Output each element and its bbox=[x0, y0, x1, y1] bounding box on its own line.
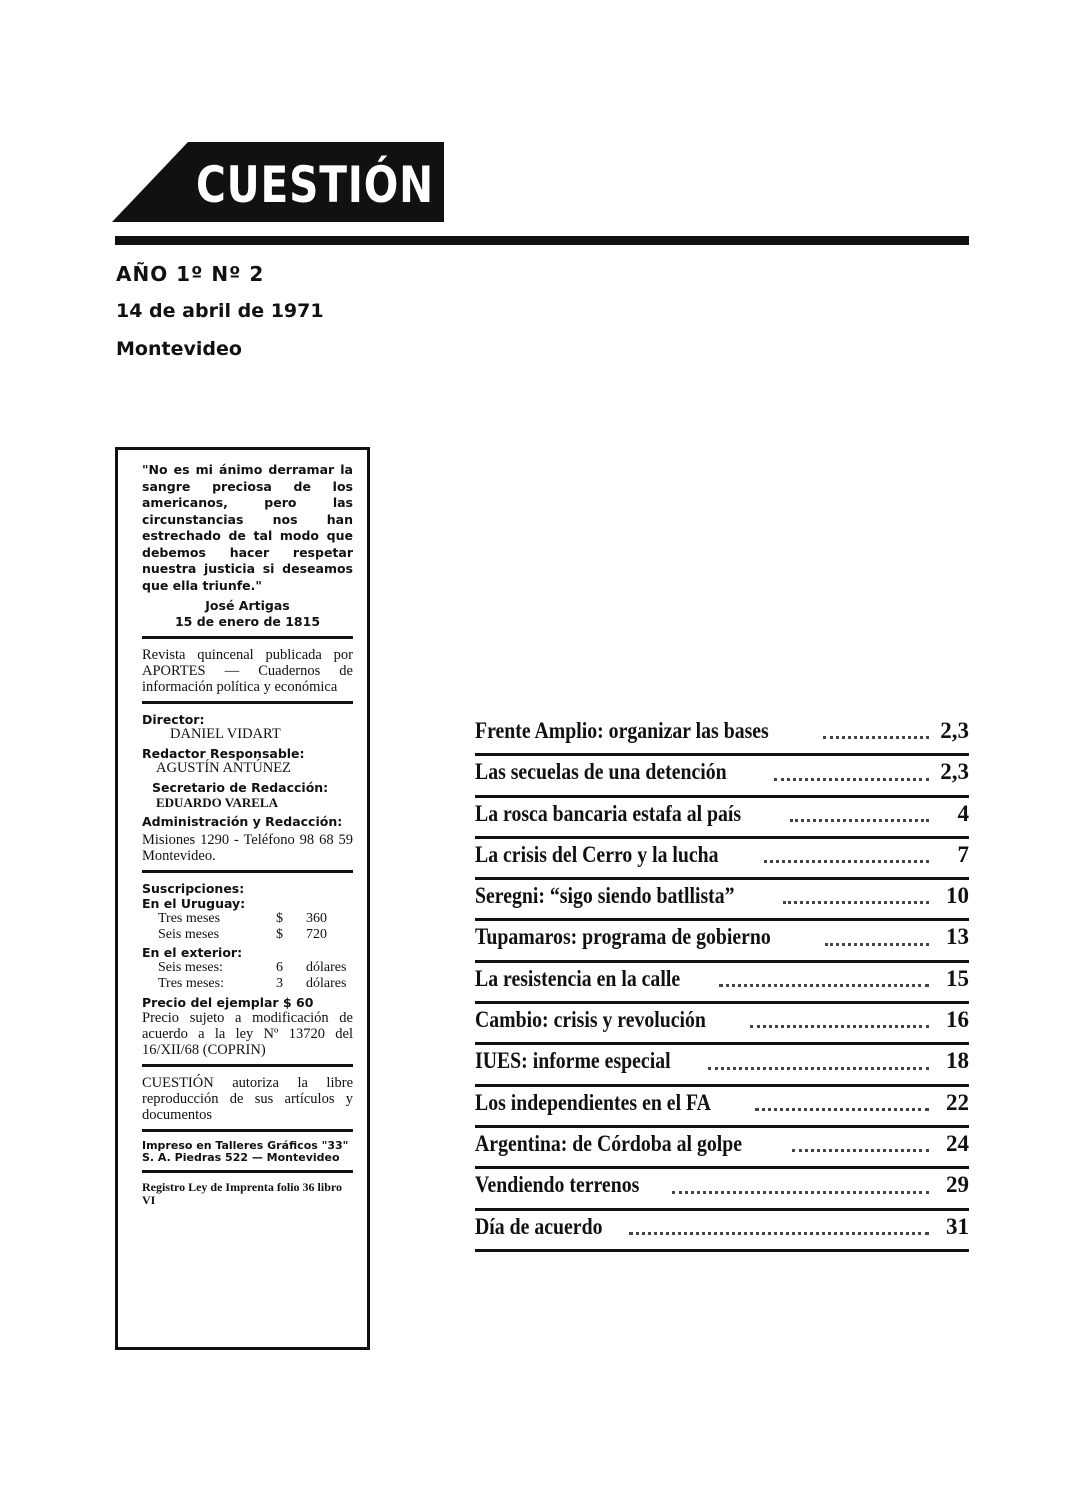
toc-title: IUES: informe especial bbox=[475, 1048, 671, 1074]
toc-page: 24 bbox=[946, 1130, 969, 1156]
subscription-row bbox=[142, 911, 353, 927]
toc-entry[interactable] bbox=[475, 839, 969, 880]
toc-page: 31 bbox=[946, 1213, 969, 1239]
director-name: DANIEL VIDART bbox=[170, 726, 281, 742]
admin-address: Misiones 1290 - Teléfono 98 68 59 Montevideo. bbox=[142, 832, 353, 864]
toc-page: 18 bbox=[946, 1048, 969, 1074]
toc-entry[interactable] bbox=[475, 1004, 969, 1045]
toc-entry[interactable] bbox=[475, 1045, 969, 1086]
toc-title: Vendiendo terrenos bbox=[475, 1172, 640, 1198]
toc-page: 10 bbox=[946, 883, 969, 909]
secretary-label: Secretario de Redacción: bbox=[152, 780, 329, 795]
director-label: Director: bbox=[142, 712, 205, 727]
subscription-currency: 6 bbox=[276, 960, 283, 975]
editor-label: Redactor Responsable: bbox=[142, 746, 305, 761]
toc-entry[interactable] bbox=[475, 1087, 969, 1128]
toc-page: 22 bbox=[946, 1089, 969, 1115]
masthead-rule bbox=[115, 236, 969, 245]
dot-leader bbox=[774, 778, 929, 781]
subscription-amount: 720 bbox=[306, 927, 327, 942]
divider bbox=[142, 636, 353, 639]
toc-page: 29 bbox=[946, 1172, 969, 1198]
secretary-name: EDUARDO VARELA bbox=[156, 795, 278, 810]
subscriptions-uruguay-label: En el Uruguay: bbox=[142, 896, 246, 911]
subscription-period: Tres meses bbox=[158, 911, 221, 926]
toc-page: 2,3 bbox=[940, 759, 969, 785]
issue-number: AÑO 1º Nº 2 bbox=[116, 262, 265, 286]
dot-leader bbox=[755, 1108, 929, 1111]
issue-city: Montevideo bbox=[116, 338, 242, 360]
divider bbox=[142, 1064, 353, 1067]
toc-title: Frente Amplio: organizar las bases bbox=[475, 718, 769, 743]
toc-title: Día de acuerdo bbox=[475, 1213, 603, 1239]
dot-leader bbox=[719, 984, 929, 987]
subscription-currency: 3 bbox=[276, 976, 283, 991]
quote-date: 15 de enero de 1815 bbox=[174, 614, 321, 629]
toc-page: 13 bbox=[946, 924, 969, 950]
toc-page: 15 bbox=[946, 965, 969, 991]
dot-leader bbox=[708, 1067, 929, 1070]
toc-title: Argentina: de Córdoba al golpe bbox=[475, 1130, 743, 1156]
dot-leader bbox=[825, 943, 929, 946]
toc-page: 4 bbox=[957, 800, 969, 826]
subscription-period: Seis meses bbox=[158, 927, 220, 942]
admin-label: Administración y Redacción: bbox=[142, 814, 343, 829]
credits-box bbox=[115, 447, 370, 1350]
subscription-amount: dólares bbox=[306, 976, 347, 991]
dot-leader bbox=[790, 819, 929, 822]
subscription-currency: $ bbox=[276, 927, 283, 942]
toc-page: 16 bbox=[946, 1007, 969, 1033]
dot-leader bbox=[629, 1232, 929, 1235]
toc-page: 2,3 bbox=[940, 718, 969, 743]
table-of-contents bbox=[475, 715, 969, 1252]
toc-entry[interactable] bbox=[475, 921, 969, 962]
printer-note: Impreso en Talleres Gráficos "33" S. A. Piedras 522 — Montevideo bbox=[142, 1139, 349, 1164]
toc-title: La crisis del Cerro y la lucha bbox=[475, 841, 719, 867]
toc-title: La rosca bancaria estafa al país bbox=[475, 800, 742, 826]
toc-entry[interactable] bbox=[475, 756, 969, 797]
issue-date: 14 de abril de 1971 bbox=[116, 300, 324, 322]
toc-entry[interactable] bbox=[475, 1128, 969, 1169]
toc-entry[interactable] bbox=[475, 880, 969, 921]
divider bbox=[142, 870, 353, 873]
dot-leader bbox=[792, 1149, 930, 1152]
subscription-period: Tres meses: bbox=[158, 976, 224, 991]
price-note: Precio sujeto a modificación de acuerdo a la ley Nº 13720 del 16/XII/68 (COPRIN) bbox=[142, 1010, 353, 1058]
toc-entry[interactable] bbox=[475, 1169, 969, 1210]
dot-leader bbox=[783, 901, 929, 904]
subscription-period: Seis meses: bbox=[158, 960, 223, 975]
toc-page: 7 bbox=[957, 841, 969, 867]
divider bbox=[142, 701, 353, 704]
registry-note: Registro Ley de Imprenta folio 36 libro VI bbox=[142, 1180, 342, 1207]
toc-title: Tupamaros: programa de gobierno bbox=[475, 924, 771, 950]
dot-leader bbox=[823, 736, 929, 739]
divider bbox=[142, 1170, 353, 1173]
dot-leader bbox=[672, 1191, 929, 1194]
logo-lettering: CUESTIÓN bbox=[196, 156, 489, 214]
subscription-row bbox=[142, 960, 353, 976]
toc-entry[interactable] bbox=[475, 798, 969, 839]
subscription-row bbox=[142, 927, 353, 943]
dot-leader bbox=[764, 860, 929, 863]
subscriptions-label: Suscripciones: bbox=[142, 881, 245, 896]
toc-title: Las secuelas de una detención bbox=[475, 759, 727, 785]
reproduction-note: CUESTIÓN autoriza la libre reproducción de sus artículos y documentos bbox=[142, 1075, 353, 1123]
editor-name: AGUSTÍN ANTÚNEZ bbox=[156, 760, 291, 776]
dot-leader bbox=[750, 1025, 929, 1028]
toc-entry[interactable] bbox=[475, 715, 969, 756]
price-label: Precio del ejemplar $ 60 bbox=[142, 995, 314, 1010]
masthead-logo bbox=[112, 140, 489, 222]
toc-title: La resistencia en la calle bbox=[475, 965, 681, 991]
subscriptions-abroad-label: En el exterior: bbox=[142, 945, 243, 960]
toc-entry[interactable] bbox=[475, 963, 969, 1004]
publication-note: Revista quincenal publicada por APORTES — Cuadernos de información política y económica bbox=[142, 647, 353, 695]
artigas-quote: "No es mi ánimo derramar la sangre preciosa de los americanos, pero las circunstancias nos han estrechado de tal modo que debemos hacer respetar nuestra justicia si deseamos que ella triunfe." bbox=[142, 462, 353, 593]
subscription-amount: 360 bbox=[306, 911, 327, 926]
subscription-row bbox=[142, 976, 353, 992]
divider bbox=[142, 1129, 353, 1132]
toc-title: Seregni: “sigo siendo batllista” bbox=[475, 883, 735, 909]
subscription-amount: dólares bbox=[306, 960, 347, 975]
quote-author: José Artigas bbox=[205, 598, 290, 613]
toc-title: Los independientes en el FA bbox=[475, 1089, 711, 1115]
toc-title: Cambio: crisis y revolución bbox=[475, 1007, 706, 1033]
toc-entry[interactable] bbox=[475, 1211, 969, 1252]
subscription-currency: $ bbox=[276, 911, 283, 926]
